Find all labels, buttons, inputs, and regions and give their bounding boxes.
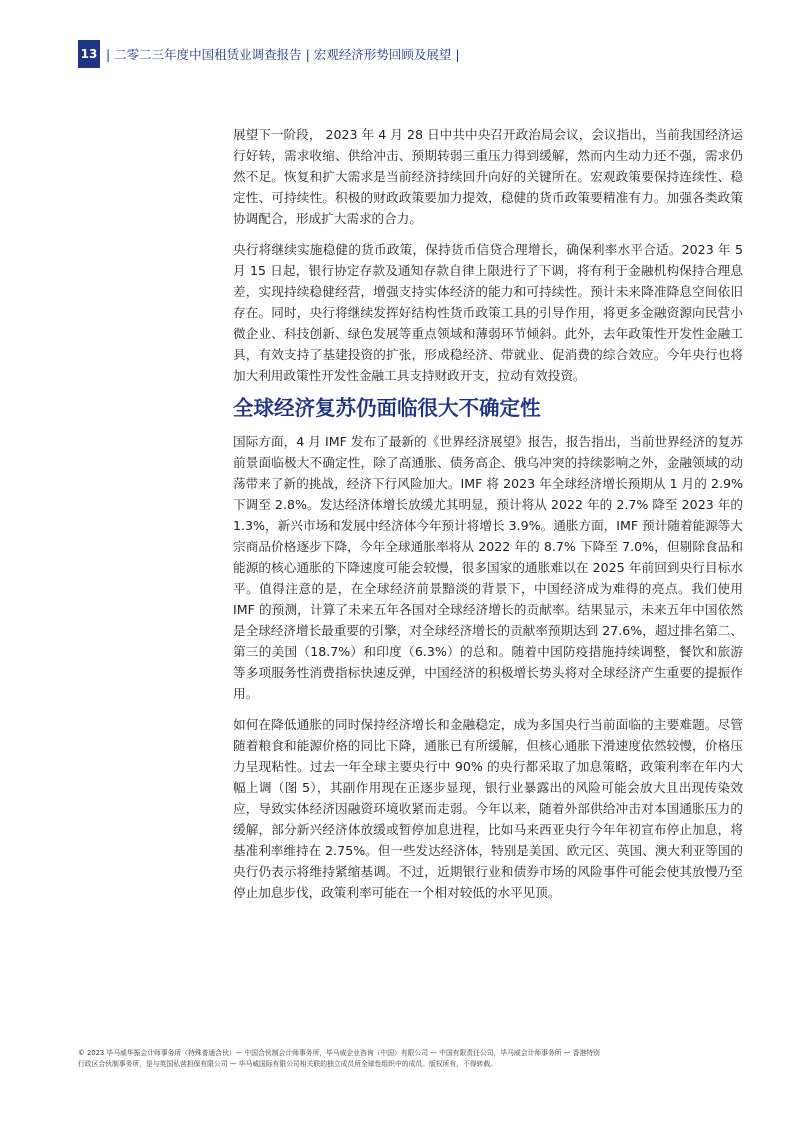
body-paragraph: 展望下一阶段， 2023 年 4 月 28 日中共中央召开政治局会议，会议指出，当前我国经济运行好转，需求收缩、供给冲击、预期转弱三重压力得到缓解，然而内生动力还不强，需求仍然不足。恢复和扩大需求是当前经济持续回升向好的关键所在。宏观政策要保持连续性、稳定性、可持续性。积极的财政政策要加力提效，稳健的货币政策要精准有力。加强各类政策协调配合，形成扩大需求的合力。 (233, 127, 743, 226)
section-heading: 全球经济复苏仍面临很大不确定性 (233, 396, 541, 420)
body-paragraph: 如何在降低通胀的同时保持经济增长和金融稳定，成为多国央行当前面临的主要难题。尽管随着粮食和能源价格的同比下降，通胀已有所缓解，但核心通胀下滑速度依然较慢，价格压力呈现粘性。过去一年全球主要央行中 90% 的央行都采取了加息策略，政策利率在年内大幅上调（图 5），其副作用现在正逐步显现，银行业暴露出的风险可能会放大且出现传染效应，导致实体经济因融资环境收紧而走弱。今年以来，随着外部供给冲击对本国通胀压力的缓解，部分新兴经济体放缓或暂停加息进程，比如马来西亚央行今年年初宣布停止加息，将基准利率维持在 2.75%。但一些发达经济体，特别是美国、欧元区、英国、澳大利亚等国的央行仍表示将维持紧缩基调。不过，近期银行业和债券市场的风险事件可能会使其放慢乃至停止加息步伐，政策利率可能在一个相对较低的水平见顶。 (233, 717, 743, 900)
body-paragraph: 国际方面，4 月 IMF 发布了最新的《世界经济展望》报告，报告指出，当前世界经济的复苏前景面临极大不确定性，除了高通胀、债务高企、俄乌冲突的持续影响之外，金融领域的动荡带来了新的挑战，经济下行风险加大。IMF 将 2023 年全球经济增长预期从 1 月的 2.9% 下调至 2.8%。发达经济体增长放缓尤其明显，预计将从 2022 年的 2.7% 降至 2023 年的 1.3%，新兴市场和发展中经济体今年预计将增长 3.9%。通胀方面，IMF 预计随着能源等大宗商品价格逐步下降，今年全球通胀率将从 2022 年的 8.7% 下降至 7.0%，但剔除食品和能源的核心通胀的下降速度可能会较慢，很多国家的通胀难以在 2025 年前回到央行目标水平。值得注意的是，在全球经济前景黯淡的背景下，中国经济成为难得的亮点。我们使用 IMF 的预测，计算了未来五年各国对全球经济增长的贡献率。结果显示，未来五年中国依然是全球经济增长最重要的引擎，对全球经济增长的贡献率预期达到 27.6%，超过排名第二、第三的美国（18.7%）和印度（6.3%）的总和。随着中国防疫措施持续调整，餐饮和旅游等多项服务性消费指标快速反弹，中国经济的积极增长势头将对全球经济产生重要的提振作用。 (233, 434, 743, 701)
running-header-title: | 二零二三年度中国租赁业调查报告 | 宏观经济形势回顾及展望 | (106, 47, 460, 62)
body-paragraph: 央行将继续实施稳健的货币政策，保持货币信贷合理增长，确保利率水平合适。2023 年 5 月 15 日起，银行协定存款及通知存款自律上限进行了下调，将有利于金融机构保持合理息差，实现持续稳健经营，增强支持实体经济的能力和可持续性。预计未来降准降息空间依旧存在。同时，央行将继续发挥好结构性货币政策工具的引导作用，将更多金融资源向民营小微企业、科技创新、绿色发展等重点领域和薄弱环节倾斜。此外，去年政策性开发性金融工具，有效支持了基建投资的扩张，形成稳经济、带就业、促消费的综合效应。今年央行也将加大利用政策性开发性金融工具支持财政开支，拉动有效投资。 (233, 242, 743, 383)
copyright-footer (78, 1048, 743, 1070)
page-number: 13 (78, 40, 100, 68)
footer-line: © 2023 毕马威华振会计师事务所（特殊普通合伙）— 中国合伙制会计师事务所，毕马威企业咨询（中国）有限公司 — 中国有限责任公司，毕马威会计师事务所 — 香港特别 (78, 1049, 600, 1057)
footer-line: 行政区合伙制事务所，是与英国私营担保有限公司 — 毕马威国际有限公司相关联的独立成员所全球性组织中的成员。版权所有，不得转载。 (78, 1060, 497, 1068)
main-content (233, 124, 743, 903)
page-header (78, 40, 460, 68)
